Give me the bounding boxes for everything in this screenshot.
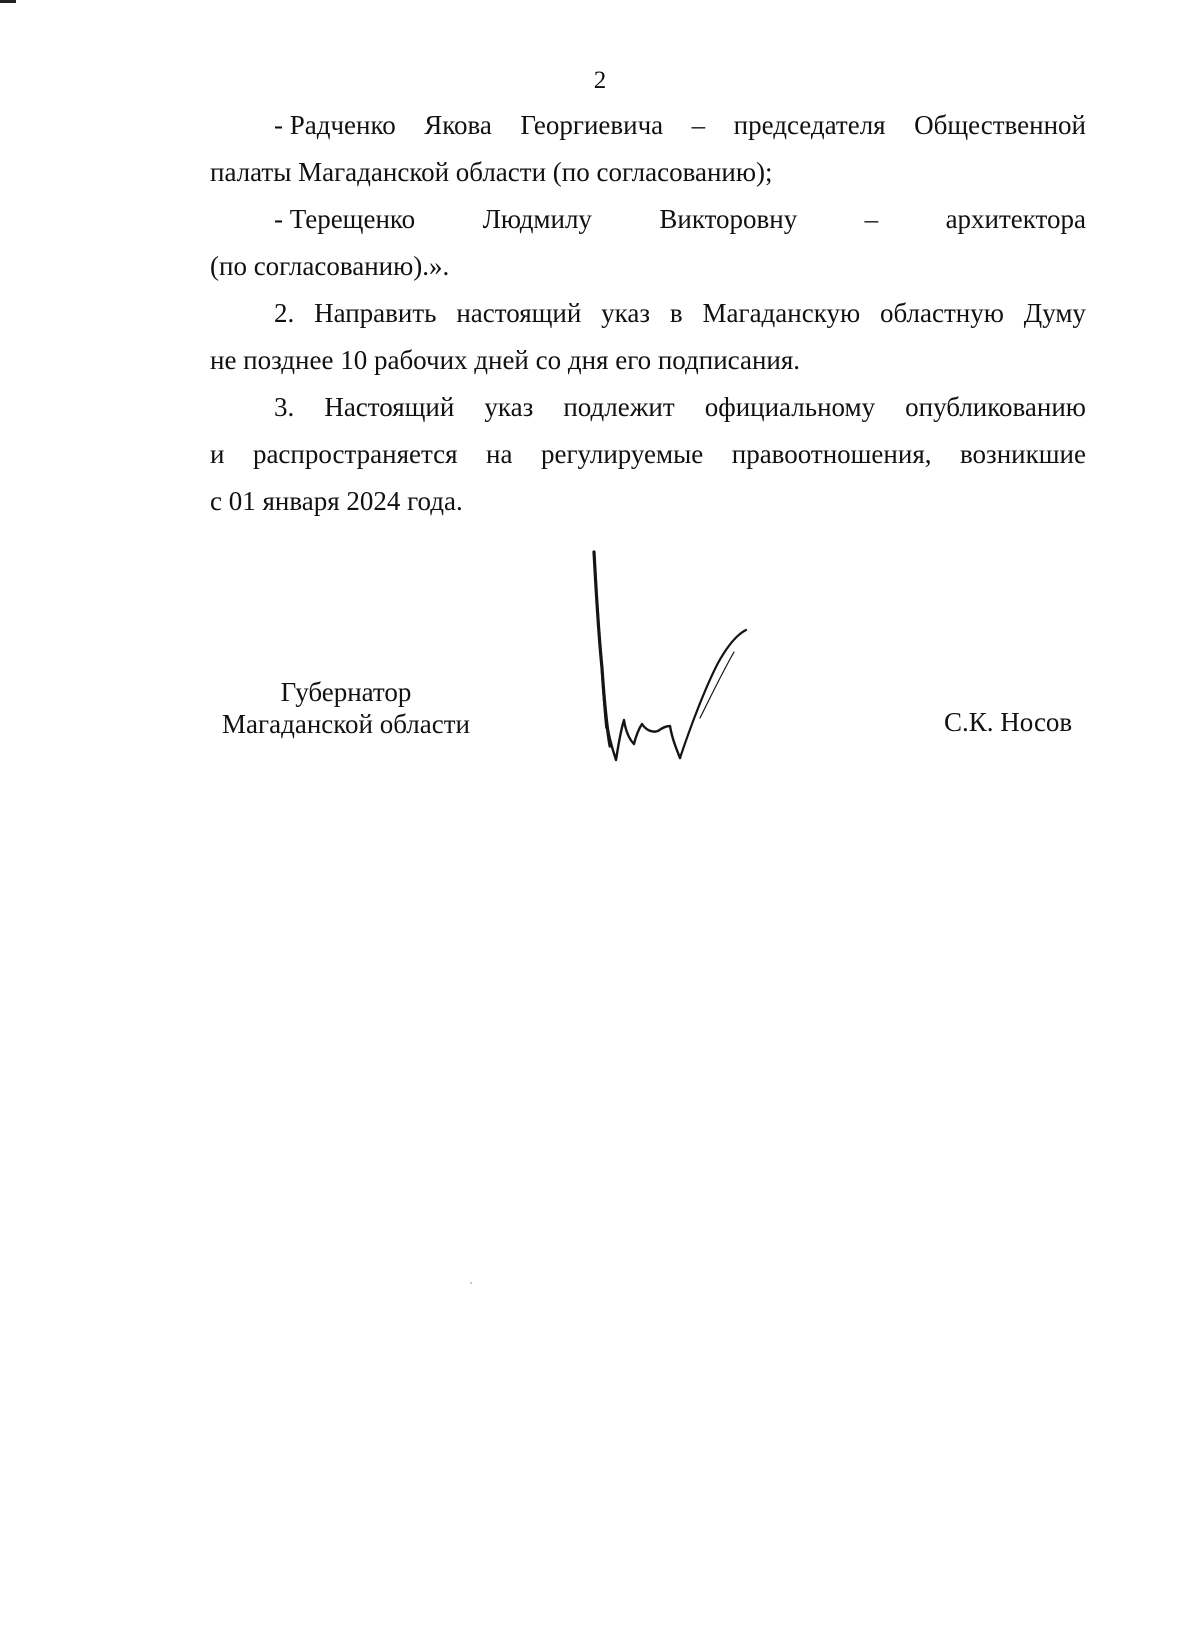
signatory-title: [210, 676, 482, 740]
item-radchenko-line1: [210, 102, 1086, 149]
item-tereshchenko-word: - Терещенко: [274, 204, 416, 234]
paragraph-3-word: и: [210, 439, 225, 469]
paragraph-3-line2: [210, 431, 1086, 478]
document-body: [210, 102, 1086, 525]
item-tereshchenko-line2: (по согласованию).».: [210, 251, 450, 281]
paragraph-2-line2: не позднее 10 рабочих дней со дня его подписания.: [210, 345, 801, 375]
paragraph-2-word: указ: [601, 298, 651, 328]
paragraph-3-line3: с 01 января 2024 года.: [210, 486, 463, 516]
page-number: 2: [593, 67, 607, 94]
paragraph-2-word: Направить: [314, 298, 437, 328]
paragraph-3-word: правоотношения,: [731, 439, 932, 469]
paragraph-3-line1: [210, 384, 1086, 431]
item-radchenko-word: –: [691, 110, 706, 140]
paragraph-3-word: на: [486, 439, 513, 469]
paragraph-3-word: подлежит: [563, 392, 675, 422]
scan-edge-mark: [0, 0, 16, 3]
item-radchenko-word: председателя: [733, 110, 886, 140]
paragraph-2-word: в: [669, 298, 683, 328]
paragraph-2-word: областную: [879, 298, 1004, 328]
scan-speck: [470, 1282, 472, 1284]
item-radchenko-line2: палаты Магаданской области (по согласованию);: [210, 157, 773, 187]
paragraph-3-word: регулируемые: [540, 439, 704, 469]
item-radchenko-word: Общественной: [914, 110, 1086, 140]
item-tereshchenko-word: –: [864, 204, 879, 234]
signatory-name: С.К. Носов: [944, 707, 1073, 737]
paragraph-3-word: распространяется: [252, 439, 458, 469]
signatory-title-line2: Магаданской области: [222, 709, 470, 739]
paragraph-3-word: опубликованию: [905, 392, 1086, 422]
item-radchenko-word: Якова: [424, 110, 492, 140]
paragraph-3-word: возникшие: [959, 439, 1086, 469]
item-radchenko-word: Георгиевича: [520, 110, 664, 140]
paragraph-3-word: указ: [484, 392, 534, 422]
signatory-title-line1: Губернатор: [280, 677, 412, 707]
item-tereshchenko-word: Людмилу: [482, 204, 592, 234]
item-tereshchenko-word: архитектора: [945, 204, 1086, 234]
paragraph-3-word: Настоящий: [324, 392, 455, 422]
handwritten-signature: [590, 548, 790, 778]
paragraph-2-line1: [210, 290, 1086, 337]
item-tereshchenko-word: Викторовну: [659, 204, 798, 234]
paragraph-2-word: Магаданскую: [702, 298, 861, 328]
item-radchenko-word: - Радченко: [274, 110, 396, 140]
paragraph-2-word: 2.: [274, 298, 295, 328]
paragraph-3-word: 3.: [274, 392, 295, 422]
paragraph-2-word: Думу: [1023, 298, 1086, 328]
item-tereshchenko-line1: [210, 196, 1086, 243]
paragraph-3-word: официальному: [704, 392, 876, 422]
paragraph-2-word: настоящий: [456, 298, 582, 328]
